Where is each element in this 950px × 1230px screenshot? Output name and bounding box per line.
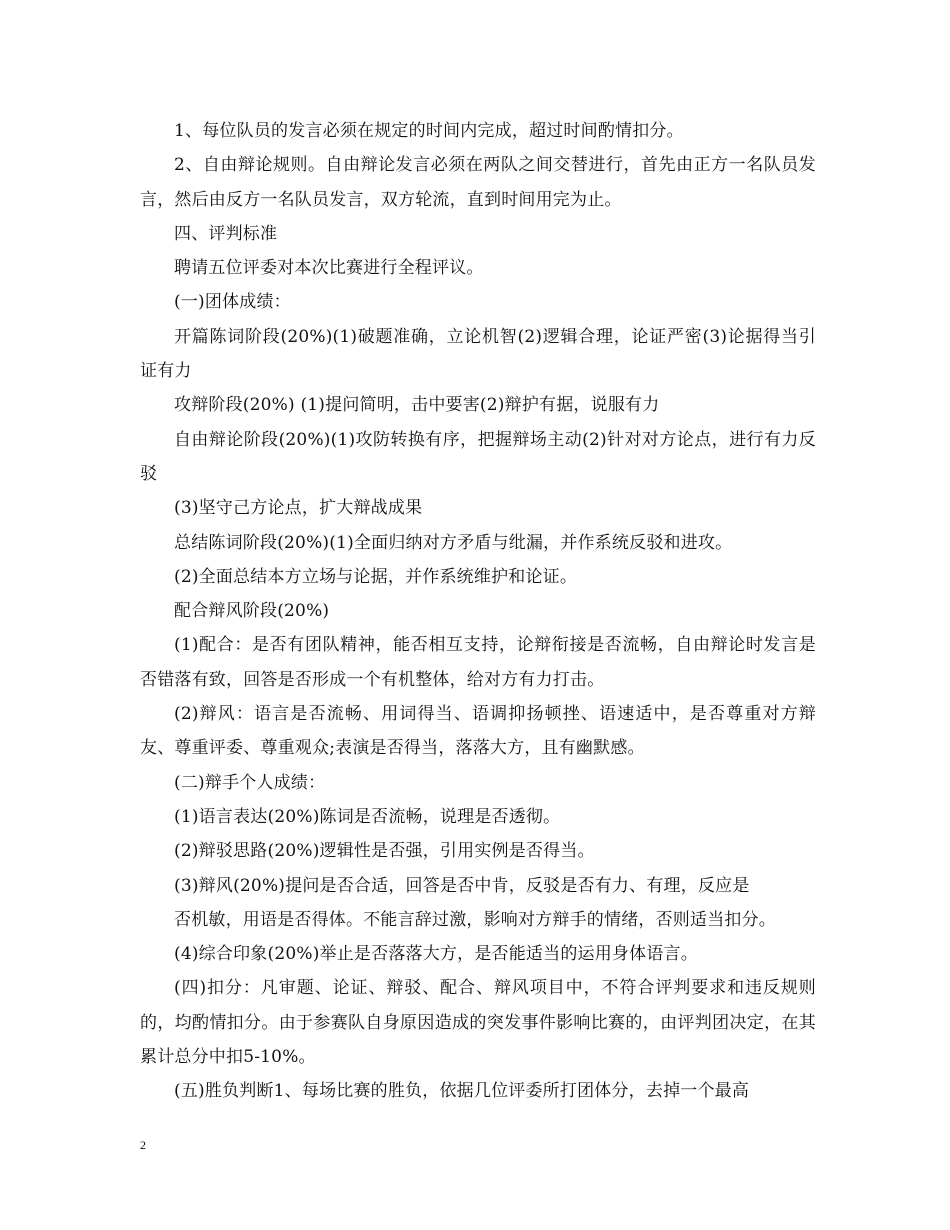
paragraph-style: (2)辩风：语言是否流畅、用词得当、语调抑扬顿挫、语速适中，是否尊重对方辩友、尊重评委、尊重观众;表演是否得当，落落大方，且有幽默感。 bbox=[140, 704, 816, 759]
paragraph-opening: 开篇陈词阶段(20%)(1)破题准确，立论机智(2)逻辑合理，论证严密(3)论据得当引证有力 bbox=[140, 326, 816, 382]
paragraph-deduction: (四)扣分：凡审题、论证、辩驳、配合、辩风项目中，不符合评判要求和违反规则的，均酌情扣分。由于参赛队自身原因造成的突发事件影响比赛的，由评判团决定，在其累计总分中扣5-10%。 bbox=[140, 978, 816, 1068]
subheading-team-score: (一)团体成绩： bbox=[174, 292, 291, 313]
paragraph-closing-2: (2)全面总结本方立场与论据，并作系统维护和论证。 bbox=[174, 566, 578, 587]
paragraph-outcome: (五)胜负判断1、每场比赛的胜负，依据几位评委所打团体分，去掉一个最高 bbox=[174, 1081, 750, 1102]
paragraph-judges: 聘请五位评委对本次比赛进行全程评议。 bbox=[174, 258, 484, 279]
paragraph-expression: (1)语言表达(20%)陈词是否流畅，说理是否透彻。 bbox=[174, 806, 561, 827]
paragraph-teamwork: (1)配合：是否有团队精神，能否相互支持，论辩衔接是否流畅，自由辩论时发言是否错落有致，回答是否形成一个有机整体，给对方有力打击。 bbox=[140, 635, 816, 690]
subheading-individual-score: (二)辩手个人成绩： bbox=[174, 772, 326, 793]
section-heading-judging: 四、评判标准 bbox=[174, 223, 278, 244]
paragraph-rule-1: 1、每位队员的发言必须在规定的时间内完成，超过时间酌情扣分。 bbox=[174, 121, 684, 141]
page-number: 2 bbox=[140, 1138, 146, 1152]
paragraph-debate-style-cont: 否机敏，用语是否得体。不能言辞过激，影响对方辩手的情绪，否则适当扣分。 bbox=[174, 909, 776, 930]
paragraph-free-debate: 自由辩论阶段(20%)(1)攻防转换有序，把握辩场主动(2)针对对方论点，进行有力反驳 bbox=[140, 429, 816, 484]
paragraph-teamwork-style: 配合辩风阶段(20%) bbox=[174, 601, 330, 622]
paragraph-rebuttal: (2)辩驳思路(20%)逻辑性是否强，引用实例是否得当。 bbox=[174, 841, 595, 862]
paragraph-rule-2: 2、自由辩论规则。自由辩论发言必须在两队之间交替进行，首先由正方一名队员发言，然后由反方一名队员发言，双方轮流，直到时间用完为止。 bbox=[140, 155, 816, 210]
paragraph-closing: 总结陈词阶段(20%)(1)全面归纳对方矛盾与纰漏，并作系统反驳和进攻。 bbox=[174, 532, 733, 553]
paragraph-impression: (4)综合印象(20%)举止是否落落大方，是否能适当的运用身体语言。 bbox=[174, 944, 698, 965]
document-body bbox=[140, 114, 816, 1109]
paragraph-cross-exam: 攻辩阶段(20%) (1)提问简明，击中要害(2)辩护有据，说服有力 bbox=[174, 395, 660, 416]
paragraph-free-debate-3: (3)坚守己方论点，扩大辩战成果 bbox=[174, 498, 423, 519]
paragraph-debate-style: (3)辩风(20%)提问是否合适，回答是否中肯，反驳是否有力、有理，反应是 bbox=[174, 875, 750, 896]
